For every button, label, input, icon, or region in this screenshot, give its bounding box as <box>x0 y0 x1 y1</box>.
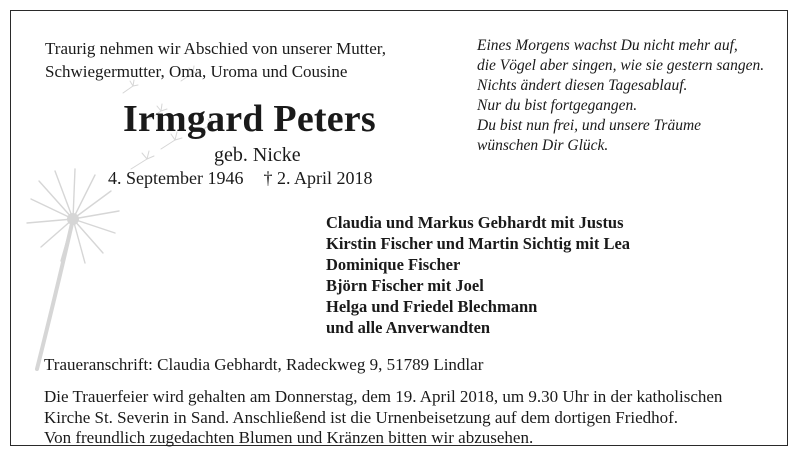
service-info <box>44 387 722 449</box>
poem <box>477 36 764 156</box>
service-line: Kirche St. Severin in Sand. Anschließend ist die Urnenbeisetzung auf dem dortigen Friedhof. <box>44 407 679 427</box>
poem-line: Du bist nun frei, und unsere Träume <box>477 117 702 134</box>
service-line: Von freundlich zugedachten Blumen und Kränzen bitten wir abzusehen. <box>44 428 534 447</box>
mourner: Dominique Fischer <box>326 255 461 274</box>
mourner: Björn Fischer mit Joel <box>326 276 484 295</box>
poem-line: Eines Morgens wachst Du nicht mehr auf, <box>477 37 738 54</box>
poem-line: wünschen Dir Glück. <box>477 137 609 154</box>
deceased-name: Irmgard Peters <box>123 98 376 140</box>
mourner: und alle Anverwandten <box>326 318 491 337</box>
birth-name: geb. Nicke <box>214 144 301 166</box>
mourner: Helga und Friedel Blechmann <box>326 297 538 316</box>
death-date: † 2. April 2018 <box>263 168 373 188</box>
poem-line: Nur du bist fortgegangen. <box>477 97 638 114</box>
mourner: Kirstin Fischer und Martin Sichtig mit Lea <box>326 234 631 253</box>
intro-line: Traurig nehmen wir Abschied von unserer Mutter, <box>45 39 386 58</box>
intro-text <box>45 37 386 83</box>
poem-line: Nichts ändert diesen Tagesablauf. <box>477 77 688 94</box>
mourners-list <box>326 212 630 338</box>
birth-date: 4. September 1946 <box>108 168 244 188</box>
intro-line: Schwiegermutter, Oma, Uroma und Cousine <box>45 62 348 81</box>
notice-frame <box>10 10 788 446</box>
mourning-address: Traueranschrift: Claudia Gebhardt, Radeckweg 9, 51789 Lindlar <box>44 355 484 374</box>
poem-line: die Vögel aber singen, wie sie gestern sangen. <box>477 57 765 74</box>
mourner: Claudia und Markus Gebhardt mit Justus <box>326 213 624 232</box>
service-line: Die Trauerfeier wird gehalten am Donnerstag, dem 19. April 2018, um 9.30 Uhr in der katholischen <box>44 387 723 406</box>
life-dates <box>108 168 373 189</box>
